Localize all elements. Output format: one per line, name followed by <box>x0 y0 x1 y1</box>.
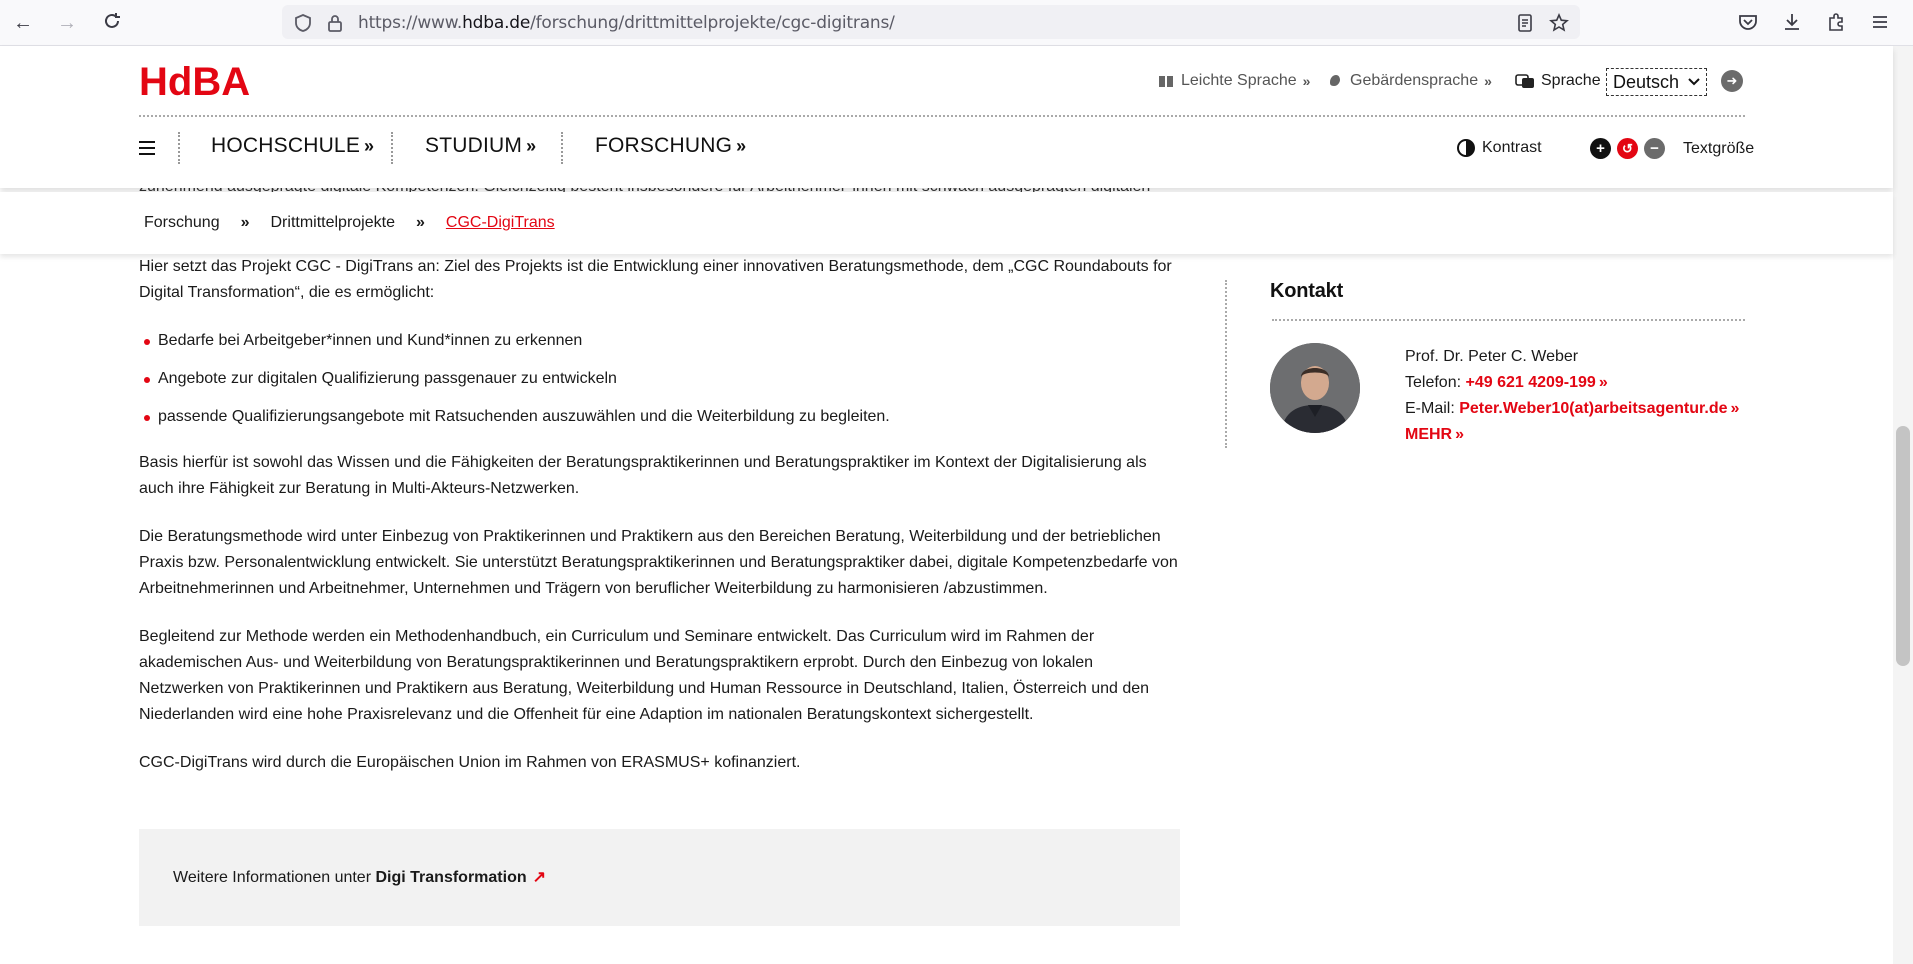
scrollbar-thumb[interactable] <box>1896 426 1910 666</box>
paragraph-basis: Basis hierfür ist sowohl das Wissen und die Fähigkeiten der Beratungspraktikerinnen und Beratungspraktiker im Kontext der Digitalisierung als auch ihre Fähigkeit zur Beratung in Multi-Akteurs-Netzwerken. <box>139 454 1147 497</box>
email-link[interactable]: Peter.Weber10(at)arbeitsagentur.de <box>1459 400 1728 417</box>
paragraph-methode: Die Beratungsmethode wird unter Einbezug von Praktikerinnen und Praktikern aus den Bereichen Beratung, Weiterbildung und der betrieblichen Praxis bzw. Personalentwicklung entwickelt. Sie unterstützt Beratungspraktikerinnen und Beratungspraktiker dabei, digitale Kompetenzbedarfe von Arbeitnehmerinnen und Arbeitnehmer, Unternehmen und Trägern von beruflicher Weiterbildung zu harmonisieren /abzustimmen. <box>139 528 1178 597</box>
language-go-button[interactable]: ➜ <box>1721 70 1743 92</box>
chevron-right-icon: » <box>1730 400 1740 417</box>
text-size-decrease-icon[interactable]: − <box>1644 138 1665 159</box>
phone-label: Telefon: <box>1405 374 1466 391</box>
contact-name: Prof. Dr. Peter C. Weber <box>1405 348 1579 365</box>
text-size-increase-icon[interactable]: + <box>1590 138 1611 159</box>
chevron-right-icon: » <box>1484 73 1492 89</box>
svg-text:HdBA: HdBA <box>139 64 251 100</box>
digi-transformation-link[interactable]: Digi Transformation <box>375 869 527 886</box>
goals-list <box>139 328 1179 430</box>
info-text <box>173 867 546 887</box>
contact-more-row <box>1405 422 1739 448</box>
phone-link[interactable]: +49 621 4209-199 <box>1465 374 1596 391</box>
nav-studium[interactable] <box>425 134 536 158</box>
download-icon[interactable] <box>1780 10 1804 34</box>
nav-label: STUDIUM <box>425 134 523 157</box>
url-text[interactable]: https://www.hdba.de/forschung/drittmittelprojekte/cgc-digitrans/ <box>358 13 895 33</box>
sprache-text: Sprache <box>1541 72 1601 89</box>
sidebar-divider <box>1225 280 1227 448</box>
nav-hochschule[interactable] <box>211 134 374 158</box>
list-item: Angebote zur digitalen Qualifizierung passgenauer zu entwickeln <box>139 366 1179 392</box>
info-box <box>139 829 1180 926</box>
text-size-controls <box>1590 138 1754 159</box>
contact-email-row <box>1405 396 1739 422</box>
breadcrumb-forschung[interactable]: Forschung <box>144 214 220 231</box>
language-selected-value: Deutsch <box>1613 71 1680 92</box>
site-header <box>0 46 1893 188</box>
paragraph-funding: CGC-DigiTrans wird durch die Europäischen Union im Rahmen von ERASMUS+ kofinanziert. <box>139 754 801 771</box>
paragraph-curriculum: Begleitend zur Methode werden ein Methodenhandbuch, ein Curriculum und Seminare entwickelt. Das Curriculum wird im Rahmen der akademischen Aus- und Weiterbildung von Beratungspraktikerinnen und Beratungspraktikern erprobt. Durch den Einbezug von lokalen Netzwerken von Praktikerinnen und Praktikern aus Beratung, Weiterbildung und Human Ressource in Deutschland, Italien, Österreich und den Niederlanden wird eine hohe Praxisrelevanz und die Offenheit für eine Adaption im nationalen Beratungskontext sichergestellt. <box>139 628 1150 723</box>
breadcrumb-separator: » <box>240 214 250 231</box>
nav-separator <box>391 132 393 164</box>
back-icon[interactable]: ← <box>13 12 33 34</box>
info-prefix: Weitere Informationen unter <box>173 869 376 886</box>
breadcrumb-current[interactable]: CGC-DigiTrans <box>445 214 555 231</box>
menu-icon[interactable] <box>1868 10 1892 34</box>
chevron-right-icon: » <box>364 135 375 156</box>
breadcrumb-drittmittelprojekte[interactable]: Drittmittelprojekte <box>270 214 395 231</box>
extensions-icon[interactable] <box>1824 10 1848 34</box>
pocket-icon[interactable] <box>1736 10 1760 34</box>
chevron-right-icon: » <box>526 135 537 156</box>
nav-separator <box>561 132 563 164</box>
shield-icon[interactable] <box>292 12 314 34</box>
list-item: Bedarfe bei Arbeitgeber*innen und Kund*innen zu erkennen <box>139 328 1179 354</box>
reload-icon[interactable] <box>99 10 125 36</box>
email-label: E-Mail: <box>1405 400 1460 417</box>
breadcrumb <box>144 214 555 232</box>
kontakt-title: Kontakt <box>1270 280 1344 302</box>
kontakt-divider <box>1272 319 1745 321</box>
contrast-toggle[interactable] <box>1456 138 1542 158</box>
lock-icon[interactable] <box>324 12 346 34</box>
nav-separator <box>178 132 180 164</box>
main-nav <box>0 132 1893 172</box>
chevron-right-icon: » <box>1455 426 1465 443</box>
language-icon <box>1515 72 1535 90</box>
chevron-down-icon <box>1688 78 1700 86</box>
chevron-right-icon: » <box>1598 374 1608 391</box>
language-select[interactable] <box>1606 68 1707 96</box>
contrast-label: Kontrast <box>1482 139 1542 156</box>
nav-label: FORSCHUNG <box>595 134 733 157</box>
textsize-label: Textgröße <box>1683 139 1755 157</box>
gebaerdensprache-link[interactable] <box>1326 72 1492 90</box>
chevron-right-icon: » <box>736 135 747 156</box>
main-content <box>139 254 1179 798</box>
sign-language-icon <box>1326 72 1344 90</box>
contact-phone-row <box>1405 370 1739 396</box>
breadcrumb-bar <box>0 192 1893 254</box>
browser-toolbar <box>0 0 1913 46</box>
nav-forschung[interactable] <box>595 134 746 158</box>
contrast-icon <box>1456 138 1476 158</box>
url-bar[interactable] <box>282 5 1580 39</box>
bookmark-star-icon[interactable] <box>1548 12 1570 34</box>
nav-label: HOCHSCHULE <box>211 134 361 157</box>
text-size-reset-icon[interactable]: ↺ <box>1617 138 1638 159</box>
sprache-label <box>1515 72 1601 90</box>
header-divider <box>139 115 1745 117</box>
book-icon <box>1157 73 1175 89</box>
leichte-sprache-link[interactable] <box>1157 72 1310 90</box>
page-scrollbar[interactable] <box>1893 46 1913 964</box>
breadcrumb-separator: » <box>415 214 425 231</box>
leichte-sprache-label: Leichte Sprache <box>1181 72 1297 89</box>
contact-info <box>1405 344 1739 448</box>
intro-paragraph: Hier setzt das Projekt CGC - DigiTrans an: Ziel des Projekts ist die Entwicklung einer innovativen Beratungsmethode, dem „CGC Roundabouts for Digital Transformation“, die es ermöglicht: <box>139 258 1172 301</box>
gebaerdensprache-label: Gebärdensprache <box>1350 72 1479 89</box>
external-link-icon[interactable]: ↗ <box>532 869 547 886</box>
list-item: passende Qualifizierungsangebote mit Ratsuchenden auszuwählen und die Weiterbildung zu begleiten. <box>139 404 1179 430</box>
chevron-right-icon: » <box>1302 73 1311 89</box>
forward-icon[interactable]: → <box>57 12 77 34</box>
reader-view-icon[interactable] <box>1514 12 1536 34</box>
mehr-link[interactable]: MEHR <box>1405 426 1453 443</box>
contact-avatar <box>1270 343 1360 433</box>
hamburger-menu-icon[interactable] <box>139 141 155 155</box>
